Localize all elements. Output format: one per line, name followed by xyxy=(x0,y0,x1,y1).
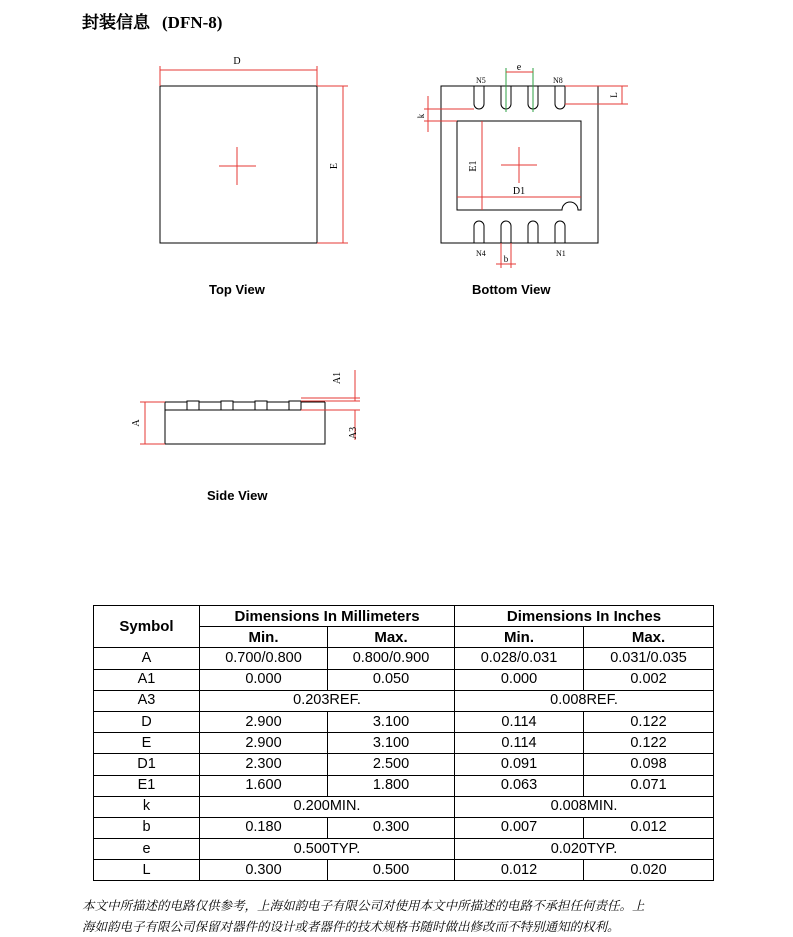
table-row xyxy=(94,711,714,732)
dim-b-label: b xyxy=(503,254,509,264)
mm-max-cell: 0.050 xyxy=(328,669,455,690)
mm-min-cell: 2.900 xyxy=(200,733,328,754)
disclaimer-line-1: 本文中所描述的电路仅供参考，上海如韵电子有限公司对使用本文中所描述的电路不承担任何责任。上 xyxy=(82,898,645,913)
in-min-cell: 0.012 xyxy=(455,860,584,881)
disclaimer-footnote xyxy=(82,895,722,937)
mm-max-cell: 3.100 xyxy=(328,711,455,732)
mm-max-cell: 0.800/0.900 xyxy=(328,648,455,669)
pin-label-n8: N8 xyxy=(553,76,563,85)
mm-min-cell: 0.300 xyxy=(200,860,328,881)
table-row xyxy=(94,648,714,669)
dim-a-label: A xyxy=(131,419,142,427)
side-view-drawing xyxy=(131,370,360,444)
dim-a1-label: A1 xyxy=(332,371,343,385)
symbol-cell: D xyxy=(94,711,200,732)
in-max-cell: 0.020 xyxy=(584,860,714,881)
side-lead-3 xyxy=(255,401,267,410)
dim-e-label: E xyxy=(329,162,340,170)
in-min-cell: 0.000 xyxy=(455,669,584,690)
symbol-cell: A3 xyxy=(94,690,200,711)
mm-min-header: Min. xyxy=(200,627,328,648)
in-max-cell: 0.122 xyxy=(584,733,714,754)
inch-header: Dimensions In Inches xyxy=(455,606,714,627)
mm-max-cell: 0.500 xyxy=(328,860,455,881)
dim-a3-label: A3 xyxy=(348,426,359,440)
symbol-cell: k xyxy=(94,796,200,817)
side-view-body xyxy=(165,410,325,444)
symbol-cell: L xyxy=(94,860,200,881)
mm-min-cell: 2.900 xyxy=(200,711,328,732)
dim-pitch-label: e xyxy=(516,62,522,73)
pin-label-n1: N1 xyxy=(556,249,566,258)
mm-max-cell: 3.100 xyxy=(328,733,455,754)
table-row xyxy=(94,733,714,754)
side-lead-1 xyxy=(187,401,199,410)
table-row xyxy=(94,796,714,817)
table-row xyxy=(94,860,714,881)
pin-label-n5: N5 xyxy=(476,76,486,85)
symbol-header: Symbol xyxy=(94,606,200,648)
mm-header: Dimensions In Millimeters xyxy=(200,606,455,627)
mm-max-cell: 2.500 xyxy=(328,754,455,775)
top-view-caption: Top View xyxy=(209,282,265,297)
symbol-cell: A1 xyxy=(94,669,200,690)
top-view-drawing xyxy=(160,56,348,243)
dim-k-label: k xyxy=(416,113,426,119)
mm-span-cell: 0.200MIN. xyxy=(200,796,455,817)
side-view-caption: Side View xyxy=(207,488,268,503)
mm-min-cell: 0.700/0.800 xyxy=(200,648,328,669)
bottom-view-drawing xyxy=(416,62,628,268)
symbol-cell: E1 xyxy=(94,775,200,796)
package-name: (DFN-8) xyxy=(162,13,223,32)
pad-n3 xyxy=(501,221,511,243)
table-header-row xyxy=(94,606,714,627)
in-min-cell: 0.114 xyxy=(455,733,584,754)
bottom-view-caption: Bottom View xyxy=(472,282,551,297)
in-min-cell: 0.028/0.031 xyxy=(455,648,584,669)
in-min-header: Min. xyxy=(455,627,584,648)
in-span-cell: 0.008REF. xyxy=(455,690,714,711)
in-span-cell: 0.020TYP. xyxy=(455,839,714,860)
in-max-cell: 0.122 xyxy=(584,711,714,732)
table-row xyxy=(94,817,714,838)
in-max-cell: 0.002 xyxy=(584,669,714,690)
pad-n1 xyxy=(555,221,565,243)
in-min-cell: 0.091 xyxy=(455,754,584,775)
disclaimer-line-2: 海如韵电子有限公司保留对器件的设计或者器件的技术规格书随时做出修改而不特别通知的权利。 xyxy=(82,919,620,934)
mm-min-cell: 0.000 xyxy=(200,669,328,690)
in-max-cell: 0.012 xyxy=(584,817,714,838)
in-max-cell: 0.031/0.035 xyxy=(584,648,714,669)
dim-d1-label: D1 xyxy=(512,186,526,197)
in-span-cell: 0.008MIN. xyxy=(455,796,714,817)
mm-span-cell: 0.203REF. xyxy=(200,690,455,711)
in-max-cell: 0.071 xyxy=(584,775,714,796)
table-row xyxy=(94,690,714,711)
table-row xyxy=(94,669,714,690)
dim-e1-label: E1 xyxy=(468,160,479,172)
symbol-cell: E xyxy=(94,733,200,754)
symbol-cell: A xyxy=(94,648,200,669)
dim-d-label: D xyxy=(233,56,241,67)
in-min-cell: 0.063 xyxy=(455,775,584,796)
table-row xyxy=(94,775,714,796)
dimensions-table xyxy=(93,605,714,881)
symbol-cell: e xyxy=(94,839,200,860)
pin-label-n4: N4 xyxy=(476,249,486,258)
pad-n2 xyxy=(528,221,538,243)
pad-n5 xyxy=(474,86,484,109)
dim-l-label: L xyxy=(609,92,619,98)
mm-max-cell: 0.300 xyxy=(328,817,455,838)
mm-max-header: Max. xyxy=(328,627,455,648)
in-min-cell: 0.114 xyxy=(455,711,584,732)
symbol-cell: b xyxy=(94,817,200,838)
in-max-header: Max. xyxy=(584,627,714,648)
mm-min-cell: 2.300 xyxy=(200,754,328,775)
side-lead-2 xyxy=(221,401,233,410)
mm-span-cell: 0.500TYP. xyxy=(200,839,455,860)
in-max-cell: 0.098 xyxy=(584,754,714,775)
table-row xyxy=(94,754,714,775)
pad-n4 xyxy=(474,221,484,243)
pad-n8 xyxy=(555,86,565,109)
side-lead-4 xyxy=(289,401,301,410)
top-view-body xyxy=(160,86,317,243)
table-row xyxy=(94,839,714,860)
section-title-text: 封装信息 xyxy=(82,13,150,33)
mm-min-cell: 0.180 xyxy=(200,817,328,838)
symbol-cell: D1 xyxy=(94,754,200,775)
mm-max-cell: 1.800 xyxy=(328,775,455,796)
mm-min-cell: 1.600 xyxy=(200,775,328,796)
in-min-cell: 0.007 xyxy=(455,817,584,838)
